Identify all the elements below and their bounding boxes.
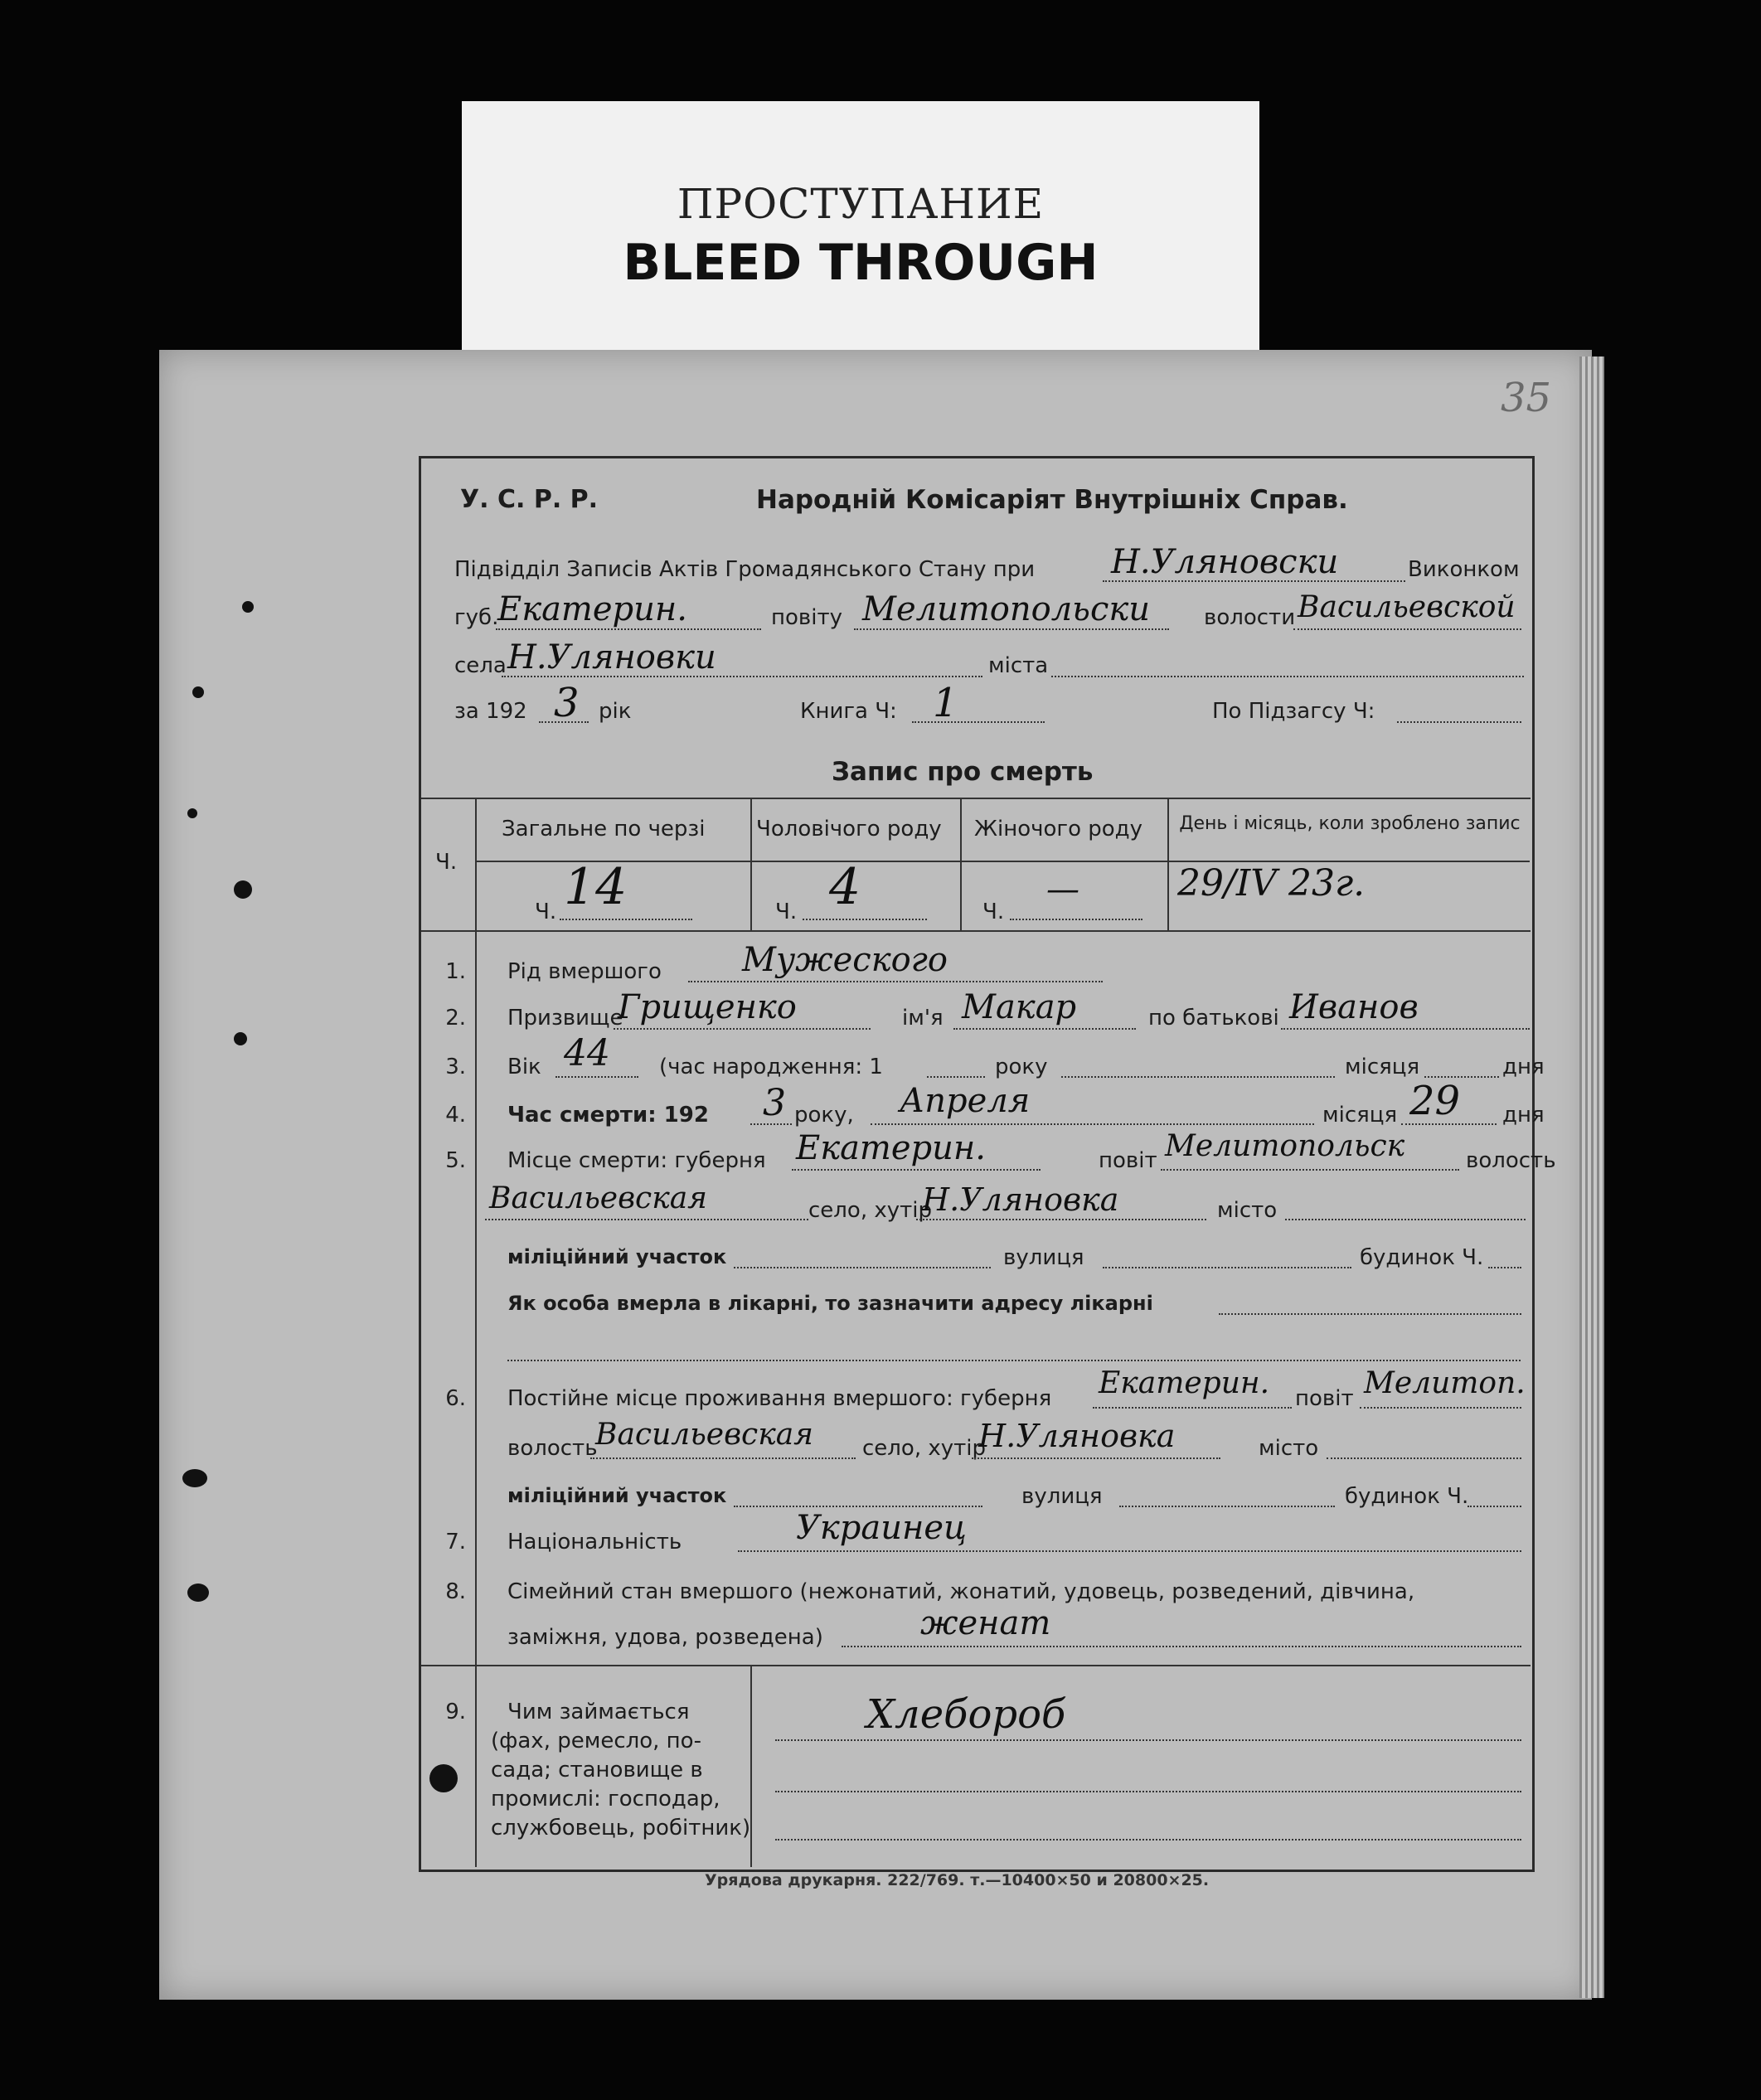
fill-line bbox=[1360, 1407, 1521, 1409]
fill-line bbox=[614, 1028, 871, 1030]
row-number: 7. bbox=[445, 1530, 466, 1554]
fill-line bbox=[734, 1267, 991, 1268]
volost-value: Васильевской bbox=[1298, 590, 1516, 624]
fill-line bbox=[485, 1219, 808, 1220]
year-value: 3 bbox=[554, 680, 580, 726]
col-general: Загальне по черзі bbox=[502, 817, 706, 841]
fill-line bbox=[1327, 1457, 1521, 1459]
res-selo-label: село, хутір bbox=[862, 1436, 986, 1461]
registry-suffix: Виконком bbox=[1408, 557, 1520, 582]
fill-line bbox=[775, 1791, 1521, 1792]
death-label: Час смерти: 192 bbox=[507, 1103, 709, 1128]
ministry-title: Народній Комісаріят Внутрішніх Справ. bbox=[756, 485, 1348, 515]
row-number: 6. bbox=[445, 1386, 466, 1411]
age-label: Вік bbox=[507, 1055, 541, 1079]
birth-label: (час народження: 1 bbox=[659, 1055, 883, 1079]
fill-line bbox=[1401, 1123, 1497, 1125]
res-volost-label: волость bbox=[507, 1436, 598, 1461]
place-volost-label: волость bbox=[1466, 1148, 1556, 1173]
place-povit-label: повіт bbox=[1099, 1148, 1157, 1173]
nationality-label: Національність bbox=[507, 1530, 682, 1554]
fill-line bbox=[1093, 1407, 1292, 1409]
fill-line bbox=[1219, 1313, 1521, 1315]
row-number: 3. bbox=[445, 1055, 466, 1079]
subbook-label: По Підзагсу Ч: bbox=[1212, 699, 1375, 724]
row-number: 1. bbox=[445, 959, 466, 984]
fill-line bbox=[1285, 1219, 1526, 1220]
death-year: 3 bbox=[763, 1082, 786, 1124]
col-ch: Ч. bbox=[435, 850, 458, 875]
death-dnya: дня bbox=[1502, 1103, 1545, 1128]
punch-hole bbox=[182, 1469, 207, 1487]
residence-label: Постійне місце проживання вмершого: губерня bbox=[507, 1386, 1052, 1411]
death-misyatsya: місяця bbox=[1322, 1103, 1398, 1128]
fill-line bbox=[688, 981, 1103, 982]
street-label: вулиця bbox=[1003, 1245, 1084, 1270]
fill-line bbox=[871, 1123, 1314, 1125]
female-ch: Ч. bbox=[982, 900, 1005, 924]
fill-line bbox=[854, 628, 1169, 630]
fill-line bbox=[775, 1839, 1521, 1841]
res-povit: Мелитоп. bbox=[1364, 1366, 1526, 1400]
book-value: 1 bbox=[933, 680, 958, 726]
punch-hole bbox=[187, 808, 197, 818]
punch-hole bbox=[234, 880, 252, 899]
table-line bbox=[750, 798, 752, 930]
female-value: — bbox=[1046, 871, 1079, 909]
occupation-value: Хлебороб bbox=[866, 1691, 1066, 1738]
fill-line bbox=[1488, 1267, 1521, 1268]
res-house-label: будинок Ч. bbox=[1345, 1484, 1469, 1509]
fill-line bbox=[1161, 1169, 1459, 1171]
death-month: Апреля bbox=[900, 1082, 1031, 1120]
year-suffix: рік bbox=[599, 699, 632, 724]
fill-line bbox=[912, 721, 1045, 723]
house-label: будинок Ч. bbox=[1360, 1245, 1484, 1270]
res-povit-label: повіт bbox=[1295, 1386, 1354, 1411]
fill-line bbox=[1468, 1506, 1521, 1507]
nationality-value: Украинец bbox=[796, 1509, 967, 1547]
fill-line bbox=[590, 1457, 856, 1459]
target-title-en: BLEED THROUGH bbox=[623, 234, 1099, 292]
fill-line bbox=[496, 628, 761, 630]
rid-label: Рід вмершого bbox=[507, 959, 662, 984]
povit-label: повіту bbox=[771, 605, 842, 630]
hospital-label: Як особа вмерла в лікарні, то зазначити адресу лікарні bbox=[507, 1292, 1153, 1315]
fill-line bbox=[1061, 1076, 1335, 1078]
fill-line bbox=[1281, 1028, 1530, 1030]
fill-line bbox=[750, 1123, 792, 1125]
table-line bbox=[421, 930, 1531, 932]
place-povit: Мелитопольск bbox=[1165, 1129, 1405, 1163]
fill-line bbox=[734, 1506, 982, 1507]
place-selo-label: село, хутір bbox=[808, 1198, 932, 1223]
occupation-label: (фах, ремесло, по- bbox=[491, 1729, 701, 1753]
target-title-ru: ПРОСТУПАНИЕ bbox=[677, 180, 1045, 228]
fill-line bbox=[1103, 1267, 1351, 1268]
name-value: Макар bbox=[962, 988, 1077, 1026]
fill-line bbox=[555, 1076, 638, 1078]
row-number: 4. bbox=[445, 1103, 466, 1128]
col-female: Жіночого роду bbox=[974, 817, 1143, 841]
name-label: ім'я bbox=[902, 1006, 944, 1031]
fill-line bbox=[1119, 1506, 1335, 1507]
table-line bbox=[421, 798, 1531, 799]
fill-line bbox=[953, 1028, 1136, 1030]
fill-line bbox=[738, 1550, 1521, 1552]
table-line bbox=[960, 798, 962, 930]
page-number: 35 bbox=[1501, 375, 1552, 421]
punch-hole bbox=[187, 1583, 209, 1602]
male-ch: Ч. bbox=[775, 900, 798, 924]
registry-label: Підвідділ Записів Актів Громадянського Стану при bbox=[454, 557, 1036, 582]
res-volost: Васильевская bbox=[595, 1418, 814, 1452]
fill-line bbox=[1103, 580, 1405, 582]
fill-line bbox=[972, 1457, 1220, 1459]
table-line bbox=[750, 1665, 752, 1867]
fill-line bbox=[507, 1360, 1521, 1361]
povit-value: Мелитопольски bbox=[862, 590, 1151, 628]
year-prefix: за 192 bbox=[454, 699, 527, 724]
fill-line bbox=[1051, 676, 1524, 677]
fill-line bbox=[1397, 721, 1521, 723]
row-number: 9. bbox=[445, 1700, 466, 1724]
militia-label: міліційний участок bbox=[507, 1245, 727, 1268]
place-gub: Екатерин. bbox=[796, 1129, 986, 1167]
patronymic-value: Иванов bbox=[1289, 988, 1419, 1026]
gub-label: губ. bbox=[454, 605, 499, 630]
col-date: День і місяць, коли зроблено запис bbox=[1179, 813, 1521, 834]
fill-line bbox=[539, 721, 589, 723]
table-line bbox=[421, 1665, 1531, 1666]
gub-value: Екатерин. bbox=[497, 590, 687, 628]
punch-hole bbox=[192, 686, 204, 698]
place-volost: Васильевская bbox=[489, 1181, 708, 1215]
place-misto-label: місто bbox=[1217, 1198, 1278, 1223]
registry-value: Н.Уляновски bbox=[1111, 543, 1339, 581]
fill-line bbox=[775, 1739, 1521, 1741]
birth-misyatsya: місяця bbox=[1345, 1055, 1420, 1079]
patronymic-label: по батькові bbox=[1148, 1006, 1279, 1031]
table-line bbox=[1167, 798, 1169, 930]
fill-line bbox=[1293, 628, 1521, 630]
fill-line bbox=[916, 1219, 1206, 1220]
selo-value: Н.Уляновки bbox=[507, 638, 716, 677]
general-value: 14 bbox=[564, 858, 628, 916]
res-militia-label: міліційний участок bbox=[507, 1484, 727, 1507]
table-line bbox=[475, 798, 477, 1867]
printer-imprint: Урядова друкарня. 222/769. т.—10400×50 и 20800×25. bbox=[705, 1871, 1210, 1889]
col-male: Чоловічого роду bbox=[756, 817, 942, 841]
surname-value: Грищенко bbox=[618, 988, 797, 1026]
fill-line bbox=[927, 1076, 985, 1078]
age-value: 44 bbox=[564, 1032, 610, 1074]
book-label: Книга Ч: bbox=[800, 699, 897, 724]
table-line bbox=[477, 861, 1530, 862]
res-street-label: вулиця bbox=[1021, 1484, 1103, 1509]
page-stack-edge bbox=[1579, 356, 1604, 1998]
marital-value: женат bbox=[920, 1604, 1051, 1642]
selo-label: села bbox=[454, 653, 507, 678]
punch-hole bbox=[242, 601, 254, 613]
fill-line bbox=[560, 919, 692, 920]
male-value: 4 bbox=[829, 858, 861, 916]
rid-value: Мужеского bbox=[742, 941, 948, 979]
general-ch: Ч. bbox=[535, 900, 557, 924]
row-number: 8. bbox=[445, 1579, 466, 1604]
fill-line bbox=[792, 1169, 1041, 1171]
row-number: 5. bbox=[445, 1148, 466, 1173]
occupation-label: службовець, робітник) bbox=[491, 1816, 751, 1841]
birth-roku: року bbox=[995, 1055, 1048, 1079]
death-roku: року, bbox=[794, 1103, 854, 1128]
section-title: Запис про смерть bbox=[832, 757, 1094, 787]
state-abbrev: У. С. Р. Р. bbox=[460, 485, 599, 514]
target-card bbox=[462, 101, 1259, 354]
place-label: Місце смерти: губерня bbox=[507, 1148, 766, 1173]
surname-label: Призвище bbox=[507, 1006, 623, 1031]
punch-hole bbox=[234, 1032, 247, 1045]
fill-line bbox=[502, 676, 982, 677]
volost-label: волости bbox=[1204, 605, 1296, 630]
birth-dnya: дня bbox=[1502, 1055, 1545, 1079]
row-number: 2. bbox=[445, 1006, 466, 1031]
date-value: 29/IV 23г. bbox=[1177, 862, 1366, 905]
occupation-label: промислі: господар, bbox=[491, 1787, 720, 1811]
fill-line bbox=[803, 919, 927, 920]
res-gub: Екатерин. bbox=[1099, 1366, 1270, 1400]
death-day: 29 bbox=[1409, 1078, 1461, 1124]
fill-line bbox=[1010, 919, 1142, 920]
res-selo: Н.Уляновка bbox=[978, 1418, 1176, 1454]
occupation-label: сада; становище в bbox=[491, 1758, 703, 1782]
occupation-label: Чим займається bbox=[507, 1700, 690, 1724]
marital-label: Сімейний стан вмершого (нежонатий, жонатий, удовець, розведений, дівчина, bbox=[507, 1579, 1415, 1604]
marital-label-2: заміжня, удова, розведена) bbox=[507, 1625, 823, 1650]
place-selo: Н.Уляновка bbox=[922, 1181, 1119, 1218]
fill-line bbox=[842, 1646, 1521, 1647]
mista-label: міста bbox=[988, 653, 1049, 678]
res-misto-label: місто bbox=[1259, 1436, 1319, 1461]
